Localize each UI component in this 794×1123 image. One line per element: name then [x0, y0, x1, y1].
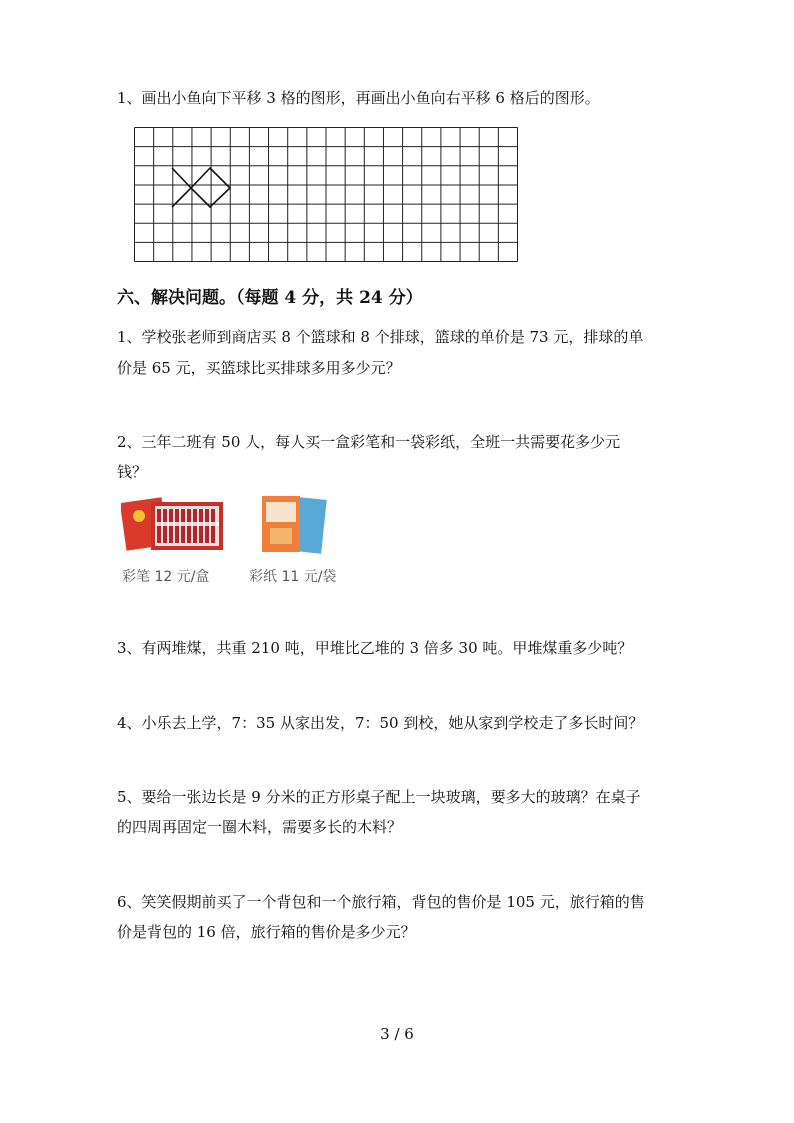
question-text: 1、画出小鱼向下平移 3 格的图形，再画出小鱼向右平移 6 格后的图形。 [117, 89, 600, 107]
colored-paper-bag-image [258, 492, 328, 558]
grid-svg [134, 127, 518, 264]
fish-tail-line [172, 168, 191, 207]
square-grid [134, 127, 518, 268]
fish-figure [172, 168, 230, 207]
pen-price-caption: 彩笔 12 元/盒 [122, 569, 210, 585]
paper-price-caption: 彩纸 11 元/袋 [249, 569, 337, 585]
fish-body-diamond [191, 168, 230, 207]
question-5-line-2: 的四周再固定一圈木料，需要多长的木料？ [117, 818, 403, 836]
question-3: 3、有两堆煤，共重 210 吨，甲堆比乙堆的 3 倍多 30 吨。甲堆煤重多少吨？ [117, 639, 633, 657]
question-4: 4、小乐去上学，7：35 从家出发，7：50 到校，她从家到学校走了多长时间？ [117, 714, 644, 732]
question-2-line-1: 2、三年二班有 50 人，每人买一盒彩笔和一袋彩纸，全班一共需要花多少元 [117, 433, 621, 451]
question-6-line-1: 6、笑笑假期前买了一个背包和一个旅行箱，背包的售价是 105 元，旅行箱的售 [117, 893, 645, 911]
section-heading: 六、解决问题。（每题 4 分，共 24 分） [117, 288, 423, 308]
question-1-line-1: 1、学校张老师到商店买 8 个篮球和 8 个排球，篮球的单价是 73 元，排球的单 [117, 328, 644, 346]
question-1-line-2: 价是 65 元，买篮球比买排球多用多少元？ [117, 359, 401, 377]
question-2-line-2: 钱？ [117, 463, 148, 481]
page-number: 3 / 6 [380, 1025, 414, 1043]
question-6-line-2: 价是背包的 16 倍，旅行箱的售价是多少元？ [117, 923, 416, 941]
question-5-line-1: 5、要给一张边长是 9 分米的正方形桌子配上一块玻璃，要多大的玻璃？在桌子 [117, 788, 641, 806]
colored-pen-box-image [121, 494, 225, 556]
